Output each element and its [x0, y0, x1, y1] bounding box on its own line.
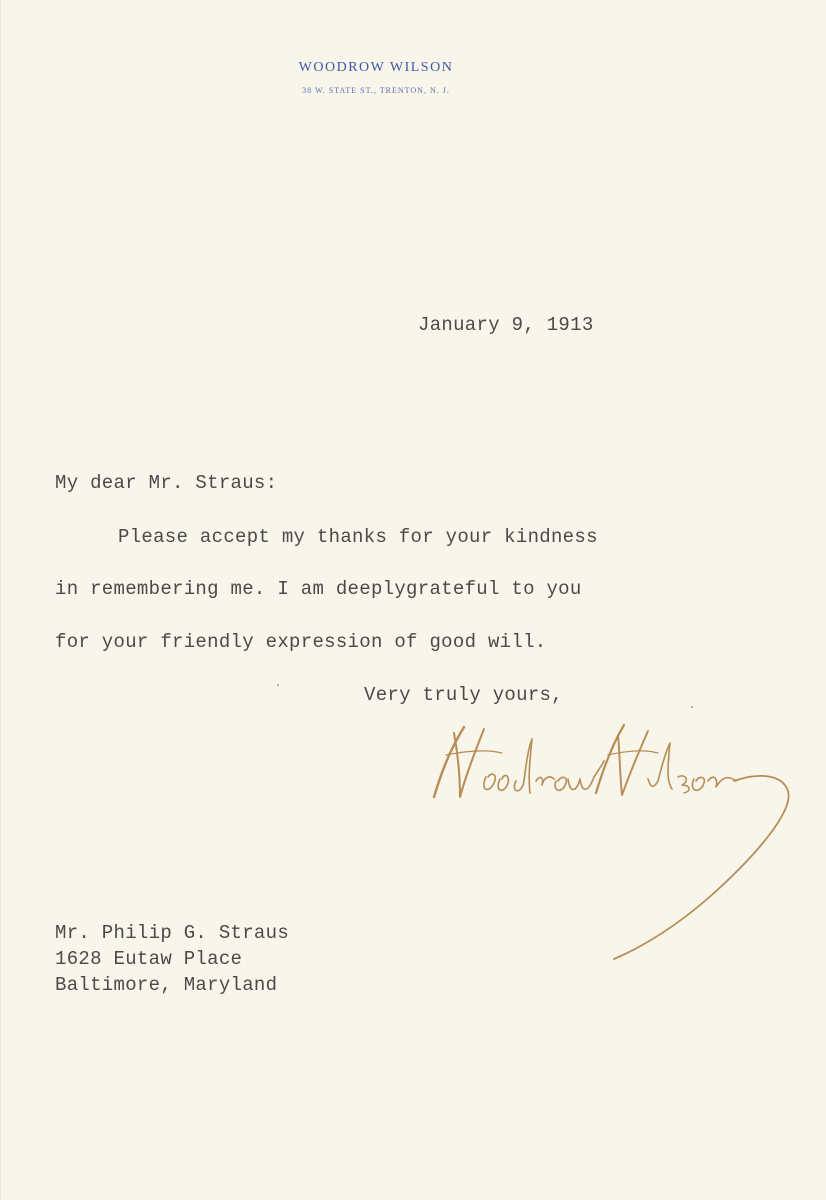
body-line: Please accept my thanks for your kindness [118, 526, 598, 548]
recipient-street: 1628 Eutaw Place [55, 948, 243, 970]
letterhead-name: WOODROW WILSON [298, 60, 454, 75]
handwritten-signature [426, 715, 801, 970]
body-line: in remembering me. I am deeplygrateful to you [55, 578, 582, 600]
salutation: My dear Mr. Straus: [55, 472, 278, 494]
letterhead-address: 38 W. STATE ST., TRENTON, N. J. [302, 86, 450, 95]
letter-date: January 9, 1913 [418, 314, 594, 336]
body-line: for your friendly expression of good will. [55, 631, 547, 653]
closing: Very truly yours, [364, 684, 563, 706]
recipient-city: Baltimore, Maryland [55, 974, 278, 996]
paper-speck [691, 706, 693, 708]
paper-speck [277, 684, 279, 686]
recipient-name: Mr. Philip G. Straus [55, 922, 290, 944]
